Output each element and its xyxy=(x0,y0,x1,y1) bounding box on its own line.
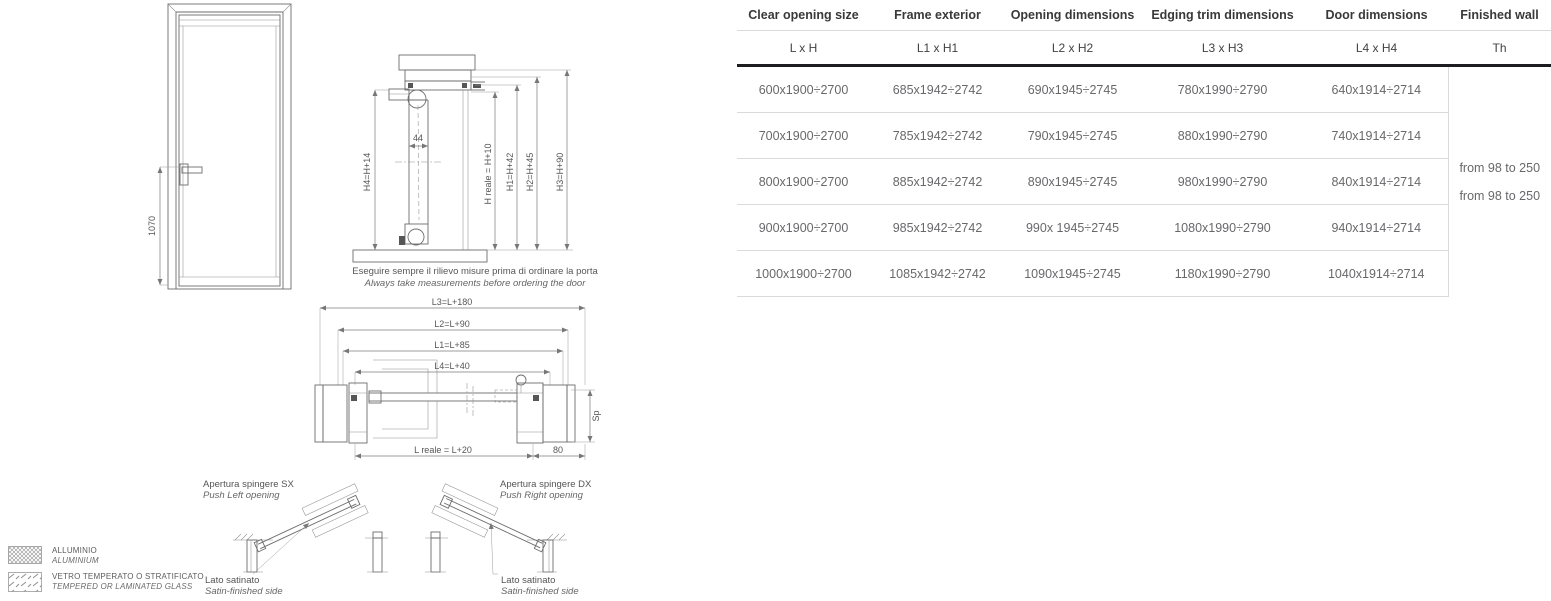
cell: 900x1900÷2700 xyxy=(737,205,870,251)
push-right-label-italian: Apertura spingere DX xyxy=(500,479,592,490)
cell: 785x1942÷2742 xyxy=(870,113,1005,159)
col-header-finished-wall: Finished wall xyxy=(1448,0,1551,31)
cell: 700x1900÷2700 xyxy=(737,113,870,159)
cell: 640x1914÷2714 xyxy=(1305,66,1448,113)
subheader-l2xh2: L2 x H2 xyxy=(1005,31,1140,66)
col-header-door-dimensions: Door dimensions xyxy=(1305,0,1448,31)
table-row xyxy=(737,251,1551,297)
table-row xyxy=(737,113,1551,159)
leaf-plan-section xyxy=(369,375,526,416)
dim-l2-label: L2=L+90 xyxy=(434,319,470,329)
table-row xyxy=(737,66,1551,113)
col-header-clear-opening: Clear opening size xyxy=(737,0,870,31)
cell: 980x1990÷2790 xyxy=(1140,159,1305,205)
h4-dimension xyxy=(362,90,389,250)
measurement-note-italian: Eseguire sempre il rilievo misure prima di ordinare la porta xyxy=(352,266,598,277)
cell: 1085x1942÷2742 xyxy=(870,251,1005,297)
subheader-l4xh4: L4 x H4 xyxy=(1305,31,1448,66)
cell: 1180x1990÷2790 xyxy=(1140,251,1305,297)
cell: 880x1990÷2790 xyxy=(1140,113,1305,159)
opening-diagrams xyxy=(185,476,615,601)
dim-h-reale-label: H reale = H+10 xyxy=(483,143,493,205)
legend-aluminium-row xyxy=(8,546,204,566)
cell: 685x1942÷2742 xyxy=(870,66,1005,113)
finished-wall-range: from 98 to 250 xyxy=(1459,188,1541,203)
bottom-pivot-detail xyxy=(399,224,428,245)
cell: 990x 1945÷2745 xyxy=(1005,205,1140,251)
legend-aluminium-italian: ALLUMINIO xyxy=(52,546,97,555)
right-satin-label-italian: Lato satinato xyxy=(501,575,556,586)
cell: 1040x1914÷2714 xyxy=(1305,251,1448,297)
middle-jamb-sections xyxy=(365,532,448,572)
glass-hatch-swatch xyxy=(8,572,42,592)
door-leaf xyxy=(179,15,280,286)
head-wall-section xyxy=(399,55,485,90)
cell: 690x1945÷2745 xyxy=(1005,66,1140,113)
finished-wall-range: from 98 to 250 xyxy=(1459,160,1541,175)
cell: 1080x1990÷2790 xyxy=(1140,205,1305,251)
aluminium-hatch-swatch xyxy=(8,546,42,564)
dim-l-reale-label: L reale = L+20 xyxy=(414,445,472,455)
push-left-label-english: Push Left opening xyxy=(203,490,280,501)
subheader-l3xh3: L3 x H3 xyxy=(1140,31,1305,66)
cell: 790x1945÷2745 xyxy=(1005,113,1140,159)
right-satin-leader-line xyxy=(491,523,498,574)
legend-aluminium-english: ALUMINIUM xyxy=(52,556,99,565)
dim-l3-label: L3=L+180 xyxy=(431,298,473,307)
push-left-label-italian: Apertura spingere SX xyxy=(203,479,294,490)
subheader-l1xh1: L1 x H1 xyxy=(870,31,1005,66)
door-elevation-drawing xyxy=(145,0,305,300)
dim-80-label: 80 xyxy=(552,445,564,455)
materials-legend xyxy=(8,546,204,598)
cell: 985x1942÷2742 xyxy=(870,205,1005,251)
dim-h3-label: H3=H+90 xyxy=(555,152,565,192)
subheader-lxh: L x H xyxy=(737,31,870,66)
legend-glass-italian: VETRO TEMPERATO O STRATIFICATO xyxy=(52,572,204,581)
cell: 1000x1900÷2700 xyxy=(737,251,870,297)
door-handle xyxy=(180,164,202,185)
table-subheader-row xyxy=(737,31,1551,66)
right-jamb-section xyxy=(527,534,567,572)
left-satin-label-english: Satin-finished side xyxy=(205,586,283,597)
dim-h4-label: H4=H+14 xyxy=(362,152,372,192)
push-left-opening-diagram xyxy=(203,479,368,597)
horizontal-section-drawing xyxy=(285,298,620,470)
left-wall-section xyxy=(315,383,367,443)
floor-hatch xyxy=(353,250,487,262)
leaf-width-dimension xyxy=(409,133,428,146)
table-row xyxy=(737,205,1551,251)
legend-glass-row xyxy=(8,572,204,592)
width-dimensions-bottom xyxy=(355,444,585,460)
right-satin-label-english: Satin-finished side xyxy=(501,586,579,597)
leaf-section xyxy=(395,100,442,224)
left-satin-label-italian: Lato satinato xyxy=(205,575,260,586)
cell: 800x1900÷2700 xyxy=(737,159,870,205)
measurement-note xyxy=(335,266,615,290)
vertical-section-drawing xyxy=(335,50,605,295)
dim-l1-label: L1=L+85 xyxy=(434,340,470,350)
sp-dimension xyxy=(571,390,601,442)
cell: 740x1914÷2714 xyxy=(1305,113,1448,159)
col-header-frame-exterior: Frame exterior xyxy=(870,0,1005,31)
table-row xyxy=(737,159,1551,205)
dim-sp-label: Sp xyxy=(591,410,601,422)
dim-h2-label: H2=H+45 xyxy=(525,152,535,192)
width-dimensions-top xyxy=(320,298,585,385)
dim-44-label: 44 xyxy=(412,133,424,143)
legend-glass-english: TEMPERED OR LAMINATED GLASS xyxy=(52,582,193,591)
right-wall-section xyxy=(517,383,575,443)
dim-l4-label: L4=L+40 xyxy=(434,361,470,371)
subheader-th: Th xyxy=(1448,31,1551,66)
top-pivot-detail xyxy=(389,89,426,108)
col-header-edging-trim: Edging trim dimensions xyxy=(1140,0,1305,31)
cell: 885x1942÷2742 xyxy=(870,159,1005,205)
finished-wall-cell xyxy=(1448,66,1551,297)
dim-h1-label: H1=H+42 xyxy=(505,152,515,192)
dim-1070-label: 1070 xyxy=(147,215,157,237)
col-header-opening-dimensions: Opening dimensions xyxy=(1005,0,1140,31)
cell: 780x1990÷2790 xyxy=(1140,66,1305,113)
table-title-row xyxy=(737,0,1551,31)
dimensions-spec-table xyxy=(737,0,1551,297)
cell: 890x1945÷2745 xyxy=(1005,159,1140,205)
height-dimensions xyxy=(471,70,573,250)
cell: 940x1914÷2714 xyxy=(1305,205,1448,251)
cell: 840x1914÷2714 xyxy=(1305,159,1448,205)
cell: 600x1900÷2700 xyxy=(737,66,870,113)
push-right-opening-diagram xyxy=(432,479,592,597)
door-frame xyxy=(168,4,291,289)
wall-face-lines xyxy=(463,90,468,250)
push-right-label-english: Push Right opening xyxy=(500,490,583,501)
measurement-note-english: Always take measurements before ordering the door xyxy=(364,278,586,289)
handle-height-dimension xyxy=(147,167,180,285)
cell: 1090x1945÷2745 xyxy=(1005,251,1140,297)
